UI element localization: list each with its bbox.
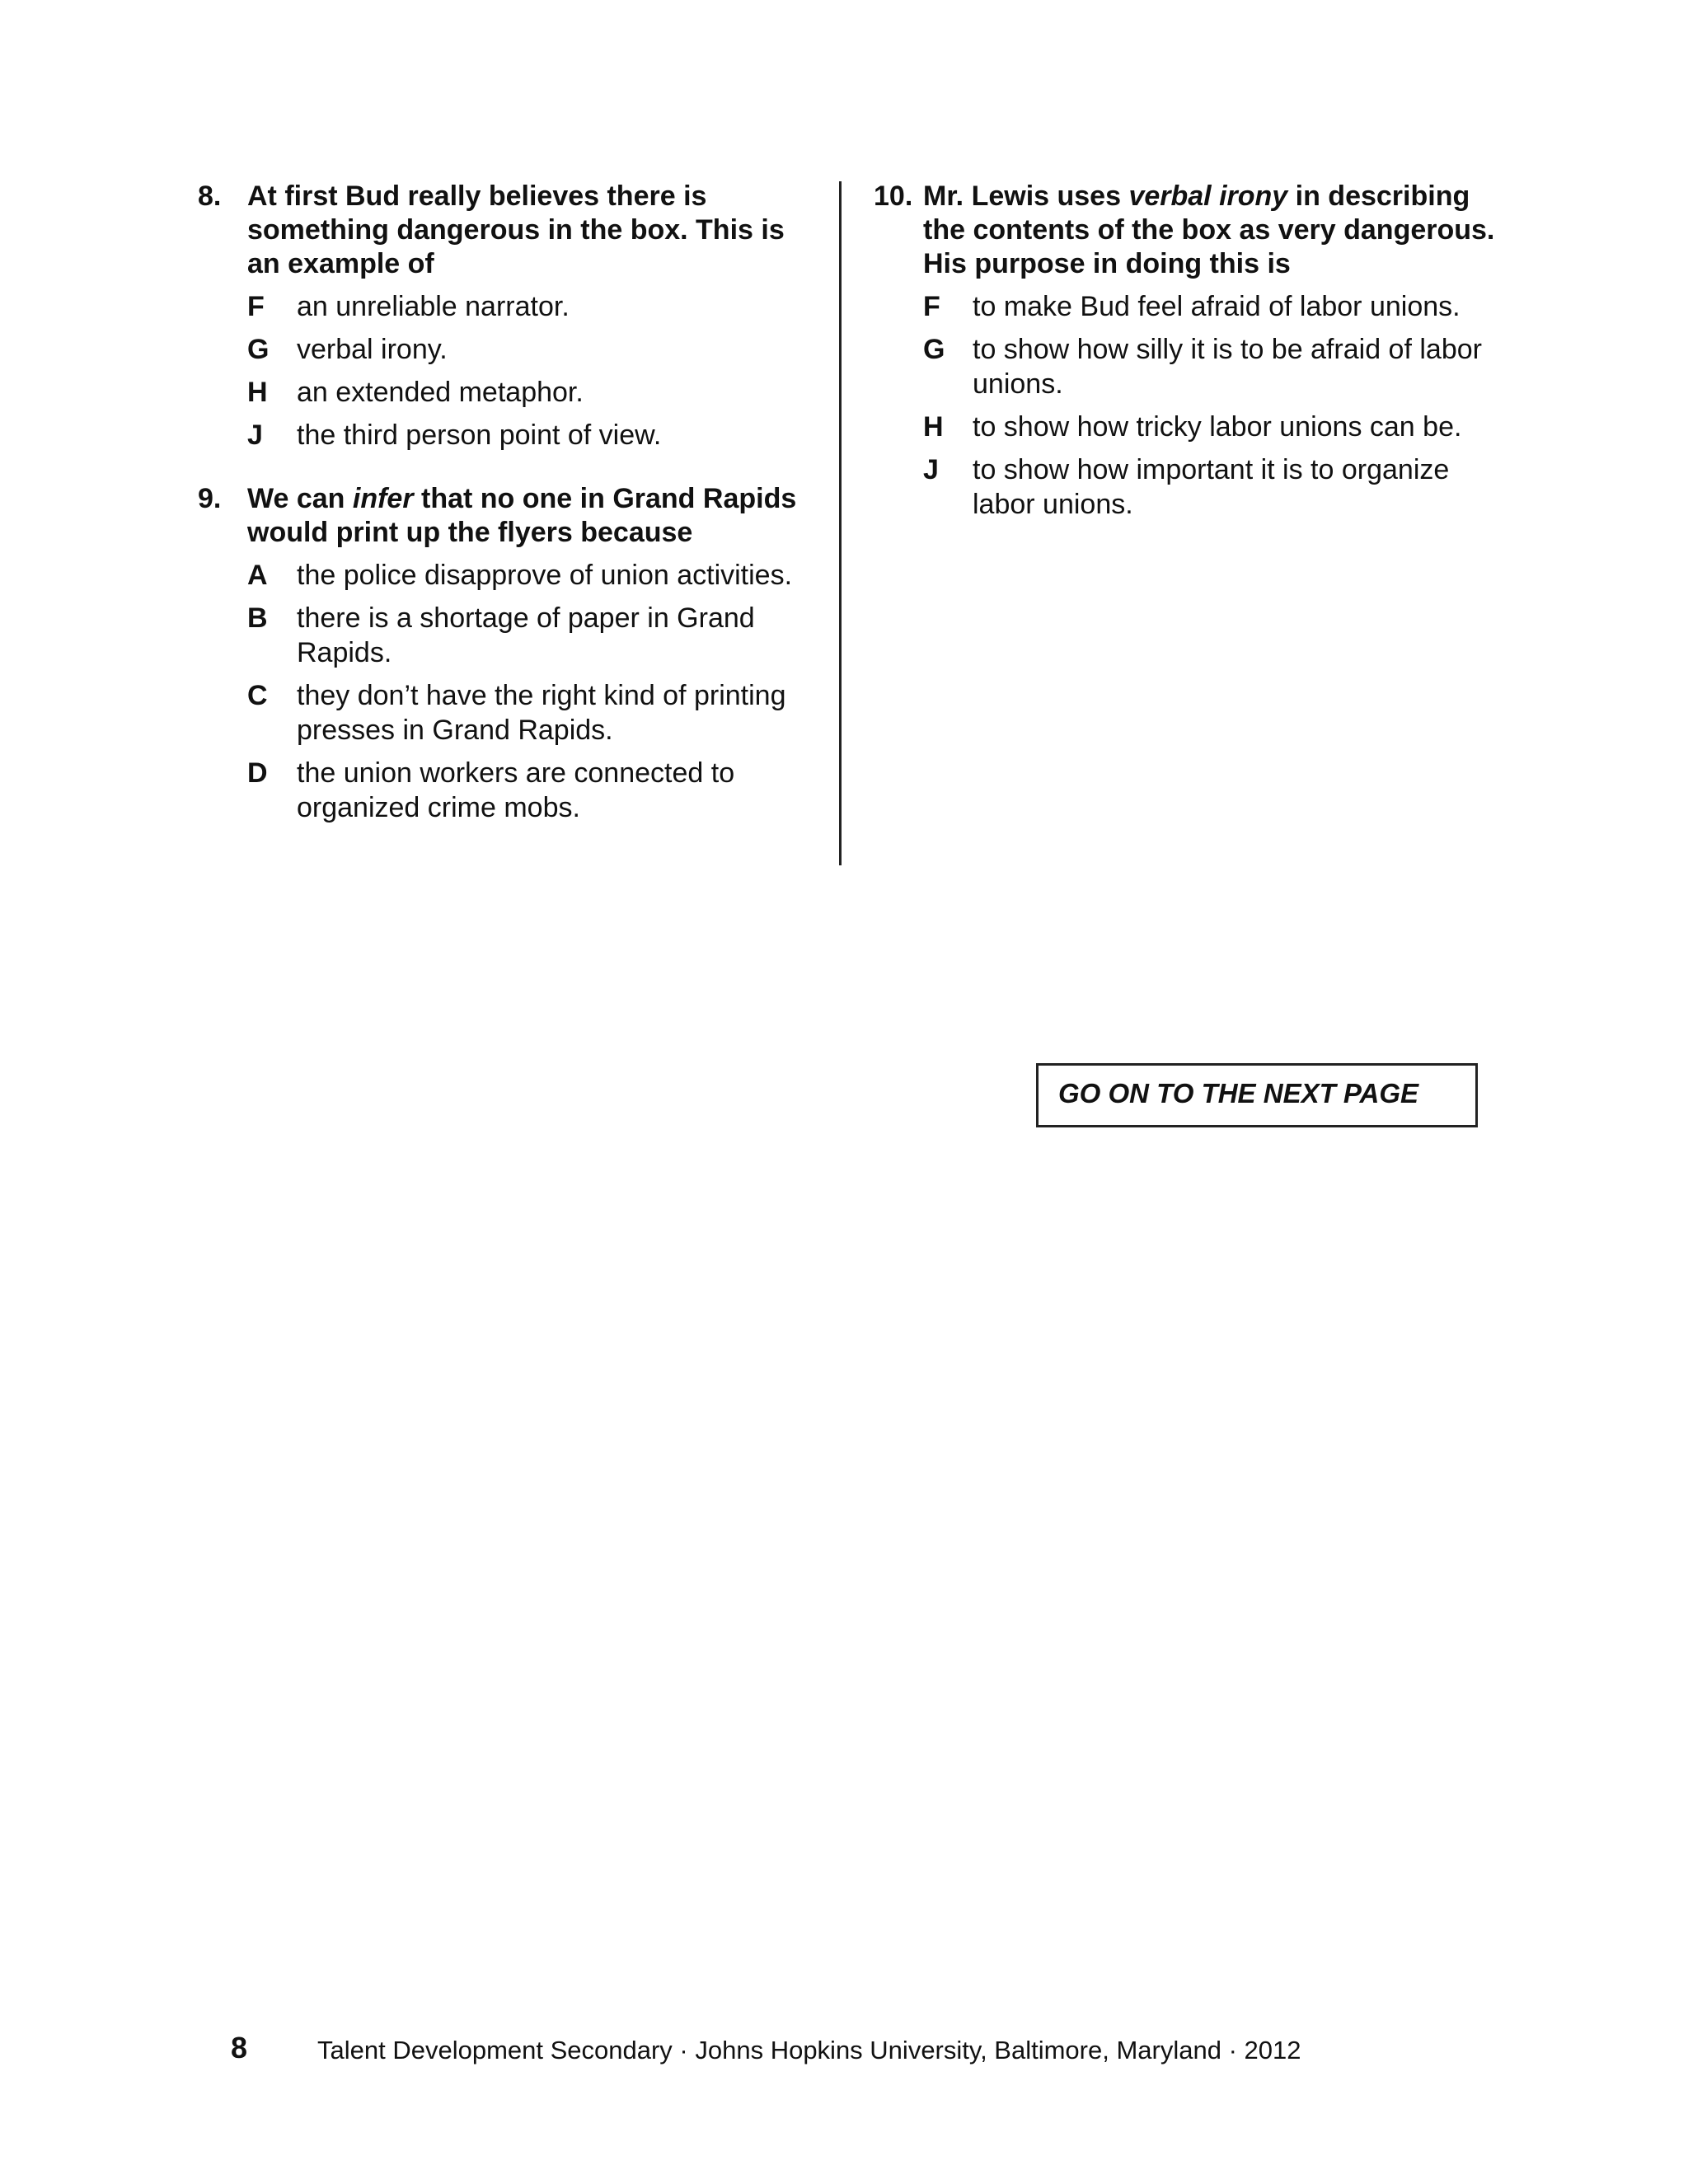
column-divider [839, 181, 842, 865]
left-column [198, 180, 808, 855]
answer-option-j[interactable] [923, 452, 1500, 522]
option-text: the union workers are connected to organized crime mobs. [297, 757, 735, 823]
answer-option-g[interactable] [923, 332, 1500, 401]
option-text: the police disapprove of union activities. [297, 560, 793, 591]
question-stem [247, 482, 808, 550]
option-text: an extended metaphor. [297, 377, 584, 408]
answer-options [247, 558, 808, 825]
option-text: to show how tricky labor unions can be. [973, 411, 1462, 443]
option-letter: A [247, 560, 268, 591]
option-text: to show how silly it is to be afraid of labor unions. [973, 334, 1482, 400]
page-number: 8 [231, 2031, 248, 2064]
answer-option-f[interactable] [247, 289, 808, 324]
question-number: 10. [874, 180, 913, 212]
option-letter: H [923, 411, 944, 443]
answer-option-h[interactable] [923, 410, 1500, 444]
option-text: they don’t have the right kind of printing presses in Grand Rapids. [297, 680, 786, 746]
stem-text: that no one in Grand Rapids would print up the flyers because [247, 483, 797, 548]
option-text: there is a shortage of paper in Grand Rapids. [297, 602, 755, 668]
question-number: 8. [198, 180, 222, 212]
option-text: an unreliable narrator. [297, 291, 570, 322]
option-letter: B [247, 602, 268, 634]
option-text: the third person point of view. [297, 419, 662, 451]
answer-option-d[interactable] [247, 756, 808, 825]
option-letter: C [247, 680, 268, 711]
answer-options [923, 289, 1500, 522]
answer-option-g[interactable] [247, 332, 808, 367]
answer-option-c[interactable] [247, 678, 808, 748]
answer-option-a[interactable] [247, 558, 808, 593]
answer-option-j[interactable] [247, 418, 808, 452]
question-number: 9. [198, 483, 222, 514]
option-text: to make Bud feel afraid of labor unions. [973, 291, 1461, 322]
go-on-box [1036, 1063, 1478, 1127]
option-letter: F [923, 291, 940, 322]
question-stem [923, 180, 1500, 281]
question-9 [198, 482, 808, 825]
option-letter: D [247, 757, 268, 789]
stem-italic-term: verbal irony [1128, 180, 1288, 212]
question-10 [874, 180, 1500, 522]
option-letter: F [247, 291, 265, 322]
stem-text: We can [247, 483, 353, 514]
option-letter: H [247, 377, 268, 408]
question-8 [198, 180, 808, 452]
option-letter: G [247, 334, 270, 365]
right-column [874, 180, 1500, 551]
footer-text: Talent Development Secondary · Johns Hopkins University, Baltimore, Maryland · 2012 [317, 2036, 1301, 2064]
option-letter: J [923, 454, 939, 485]
answer-option-h[interactable] [247, 375, 808, 410]
option-letter: G [923, 334, 945, 365]
stem-text: Mr. Lewis uses [923, 180, 1129, 212]
option-text: verbal irony. [297, 334, 448, 365]
option-letter: J [247, 419, 263, 451]
question-stem: At first Bud really believes there is something dangerous in the box. This is an example of [247, 180, 785, 279]
stem-text: in describing the contents of the box as very dangerous. His purpose in doing this is [923, 180, 1495, 279]
option-text: to show how important it is to organize labor unions. [973, 454, 1450, 520]
stem-italic-term: infer [352, 483, 414, 514]
go-on-text: GO ON TO THE NEXT PAGE [1058, 1078, 1418, 1108]
answer-option-f[interactable] [923, 289, 1500, 324]
answer-options [247, 289, 808, 452]
answer-option-b[interactable] [247, 601, 808, 670]
